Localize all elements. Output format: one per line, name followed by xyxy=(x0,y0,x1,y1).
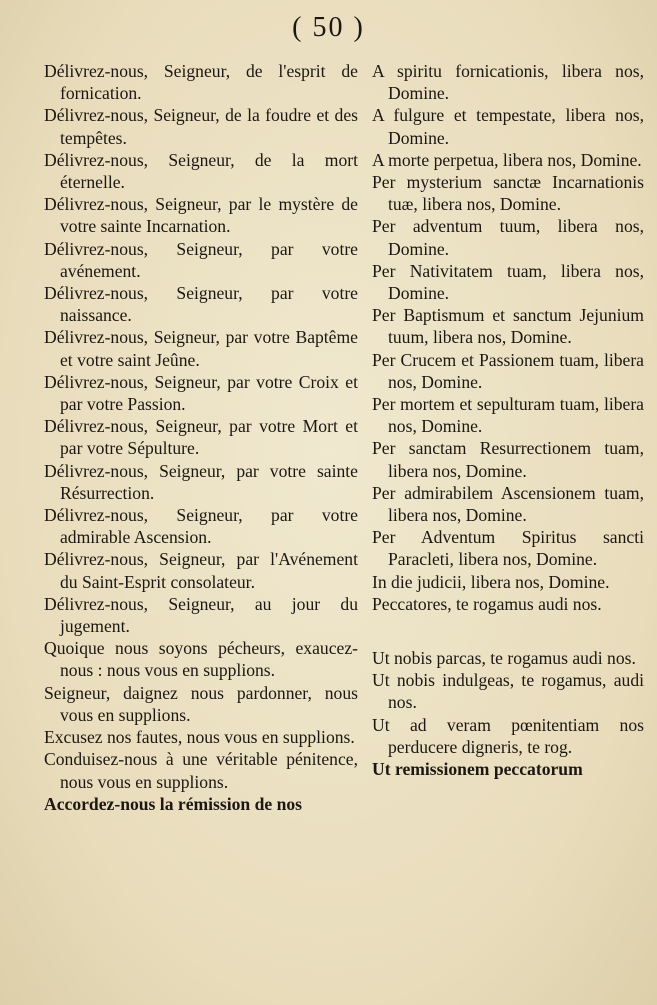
litany-line-fr: Délivrez-nous, Seigneur, par votre Croix et par votre Passion. xyxy=(44,371,358,415)
litany-line-la: Ut ad veram pœnitentiam nos perducere digneris, te rog. xyxy=(372,714,644,757)
litany-line-la: Per mortem et sepulturam tuam, libera nos, Domine. xyxy=(372,394,644,437)
litany-line-fr: Délivrez-nous, Seigneur, de la mort éternelle. xyxy=(44,149,358,193)
litany-line-fr: Conduisez-nous à une véritable pénitence, nous vous en supplions. xyxy=(44,749,358,792)
litany-line-la: Ut remissionem peccatorum xyxy=(372,759,583,780)
litany-line-fr: Seigneur, daignez nous pardonner, nous vous en supplions. xyxy=(44,682,358,725)
litany-line-fr: Délivrez-nous, Seigneur, par votre avénement. xyxy=(44,238,358,281)
litany-line-la: Per mysterium sanctæ Incarnationis tuæ, libera nos, Domine. xyxy=(372,172,644,215)
litany-line-fr: Délivrez-nous, Seigneur, par votre admirable Ascension. xyxy=(44,505,358,548)
litany-line-fr: Délivrez-nous, Seigneur, par votre sainte Résurrection. xyxy=(44,460,358,503)
litany-line-fr: Délivrez-nous, Seigneur, de l'esprit de fornication. xyxy=(44,61,358,104)
litany-line-fr: Délivrez-nous, Seigneur, au jour du jugement. xyxy=(44,593,358,637)
litany-line-la: Per admirabilem Ascensionem tuam, libera nos, Domine. xyxy=(372,482,644,526)
litany-line-fr: Quoique nous soyons pécheurs, exaucez-nous : nous vous en supplions. xyxy=(44,638,358,681)
litany-line-la: Ut nobis parcas, te rogamus audi nos. xyxy=(372,648,636,669)
litany-line-la: Peccatores, te rogamus audi nos. xyxy=(372,593,602,614)
litany-line-fr: Délivrez-nous, Seigneur, par votre naissance. xyxy=(44,283,358,326)
litany-line-la: Per Nativitatem tuam, libera nos, Domine. xyxy=(372,260,644,304)
litany-line-fr: Délivrez-nous, Seigneur, par le mystère de votre sainte Incarnation. xyxy=(44,194,358,237)
litany-line-la: In die judicii, libera nos, Domine. xyxy=(372,571,610,592)
latin-column xyxy=(372,60,644,780)
french-column xyxy=(44,60,358,815)
litany-line-la: Per Adventum Spiritus sancti Paracleti, libera nos, Domine. xyxy=(372,527,644,570)
litany-line-fr: Délivrez-nous, Seigneur, par votre Baptême et votre saint Jeûne. xyxy=(44,327,358,370)
litany-line-fr: Délivrez-nous, Seigneur, par votre Mort et par votre Sépulture. xyxy=(44,416,358,459)
litany-line-la: Per sanctam Resurrectionem tuam, libera nos, Domine. xyxy=(372,438,644,481)
litany-line-fr: Accordez-nous la rémission de nos xyxy=(44,793,303,814)
litany-line-la: Per Baptismum et sanctum Jejunium tuum, libera nos, Domine. xyxy=(372,305,644,348)
litany-line-la: Ut nobis indulgeas, te rogamus, audi nos. xyxy=(372,670,644,713)
litany-line-fr: Délivrez-nous, Seigneur, de la foudre et des tempêtes. xyxy=(44,105,358,148)
page-number: ( 50 ) xyxy=(292,12,365,43)
litany-line-la: Per adventum tuum, libera nos, Domine. xyxy=(372,216,644,259)
litany-line-la: A morte perpetua, libera nos, Domine. xyxy=(372,149,642,170)
litany-line-la: A spiritu fornicationis, libera nos, Domine. xyxy=(372,61,644,104)
litany-line-la: Per Crucem et Passionem tuam, libera nos, Domine. xyxy=(372,349,644,392)
litany-line-la: A fulgure et tempestate, libera nos, Domine. xyxy=(372,105,644,148)
litany-line-fr: Délivrez-nous, Seigneur, par l'Avénement du Saint-Esprit consolateur. xyxy=(44,549,358,592)
litany-line-fr: Excusez nos fautes, nous vous en supplions. xyxy=(44,727,355,748)
